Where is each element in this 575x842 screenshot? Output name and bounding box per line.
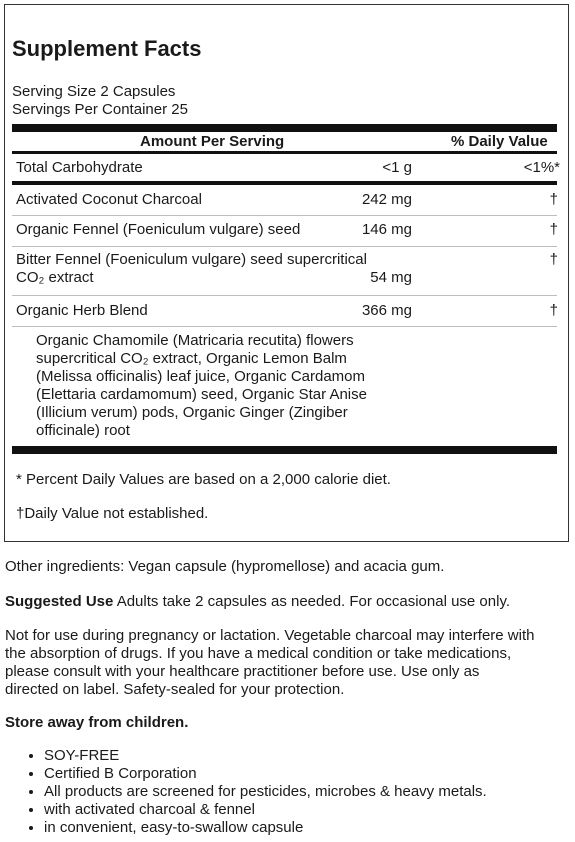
row-amount: 54 mg <box>370 269 412 286</box>
serving-size: Serving Size 2 Capsules <box>12 83 176 100</box>
row-amount: <1 g <box>382 159 412 176</box>
row-amount: 146 mg <box>361 221 412 238</box>
blend-line: Organic Chamomile (Matricaria recutita) flowers <box>36 332 354 349</box>
list-item: • All products are screened for pesticides, microbes & heavy metals. <box>44 783 487 801</box>
warning-line: directed on label. Safety-sealed for your protection. <box>5 681 345 698</box>
row-name: Activated Coconut Charcoal <box>16 191 202 208</box>
suggested-use-label: Suggested Use <box>5 593 114 610</box>
thick-rule-bottom <box>12 446 557 454</box>
footnote-dagger: †Daily Value not established. <box>16 505 209 522</box>
feature-list <box>0 747 487 837</box>
row-name: Organic Herb Blend <box>16 302 148 319</box>
row-daily-value: † <box>549 302 558 319</box>
warning-line: please consult with your healthcare practitioner before use. Use only as <box>5 663 480 680</box>
list-item: • in convenient, easy-to-swallow capsule <box>44 819 487 837</box>
section-rule <box>12 181 557 185</box>
thick-rule-top <box>12 124 557 132</box>
warning-line: Not for use during pregnancy or lactation. Vegetable charcoal may interfere with <box>5 627 535 644</box>
blend-line: (Elettaria cardamomum) seed, Organic Star Anise <box>36 386 367 403</box>
row-divider <box>12 295 557 296</box>
blend-line: (Illicium verum) pods, Organic Ginger (Zingiber <box>36 404 348 421</box>
row-name: Organic Fennel (Foeniculum vulgare) seed <box>16 221 301 238</box>
servings-per-container: Servings Per Container 25 <box>12 101 188 118</box>
row-amount: 366 mg <box>361 302 412 319</box>
row-name-line2: CO₂ extract <box>16 269 94 286</box>
blend-line: supercritical CO₂ extract, Organic Lemon Balm <box>36 350 347 367</box>
row-divider <box>12 326 557 327</box>
header-amount-per-serving: Amount Per Serving <box>140 133 285 150</box>
suggested-use <box>5 593 510 611</box>
row-amount: 242 mg <box>361 191 412 208</box>
row-name: Total Carbohydrate <box>16 159 143 176</box>
warning-line: the absorption of drugs. If you have a medical condition or take medications, <box>5 645 512 662</box>
row-daily-value: † <box>549 251 558 268</box>
footnote-percent-daily: * Percent Daily Values are based on a 2,000 calorie diet. <box>16 471 391 488</box>
list-item: • SOY-FREE <box>44 747 487 765</box>
blend-line: (Melissa officinalis) leaf juice, Organic Cardamom <box>36 368 366 385</box>
list-item: • Certified B Corporation <box>44 765 487 783</box>
facts-title: Supplement Facts <box>12 36 202 61</box>
other-ingredients: Other ingredients: Vegan capsule (hypromellose) and acacia gum. <box>5 558 445 575</box>
header-rule <box>12 151 557 154</box>
list-item: • with activated charcoal & fennel <box>44 801 487 819</box>
row-divider <box>12 246 557 247</box>
suggested-use-text: Adults take 2 capsules as needed. For occasional use only. <box>113 593 511 610</box>
header-daily-value: % Daily Value <box>451 133 548 150</box>
row-daily-value: † <box>549 191 558 208</box>
row-daily-value: <1%* <box>523 159 560 176</box>
row-divider <box>12 215 557 216</box>
blend-line: officinale) root <box>36 422 130 439</box>
row-daily-value: † <box>549 221 558 238</box>
store-away-warning: Store away from children. <box>5 714 189 731</box>
row-name-line1: Bitter Fennel (Foeniculum vulgare) seed supercritical <box>16 251 367 268</box>
